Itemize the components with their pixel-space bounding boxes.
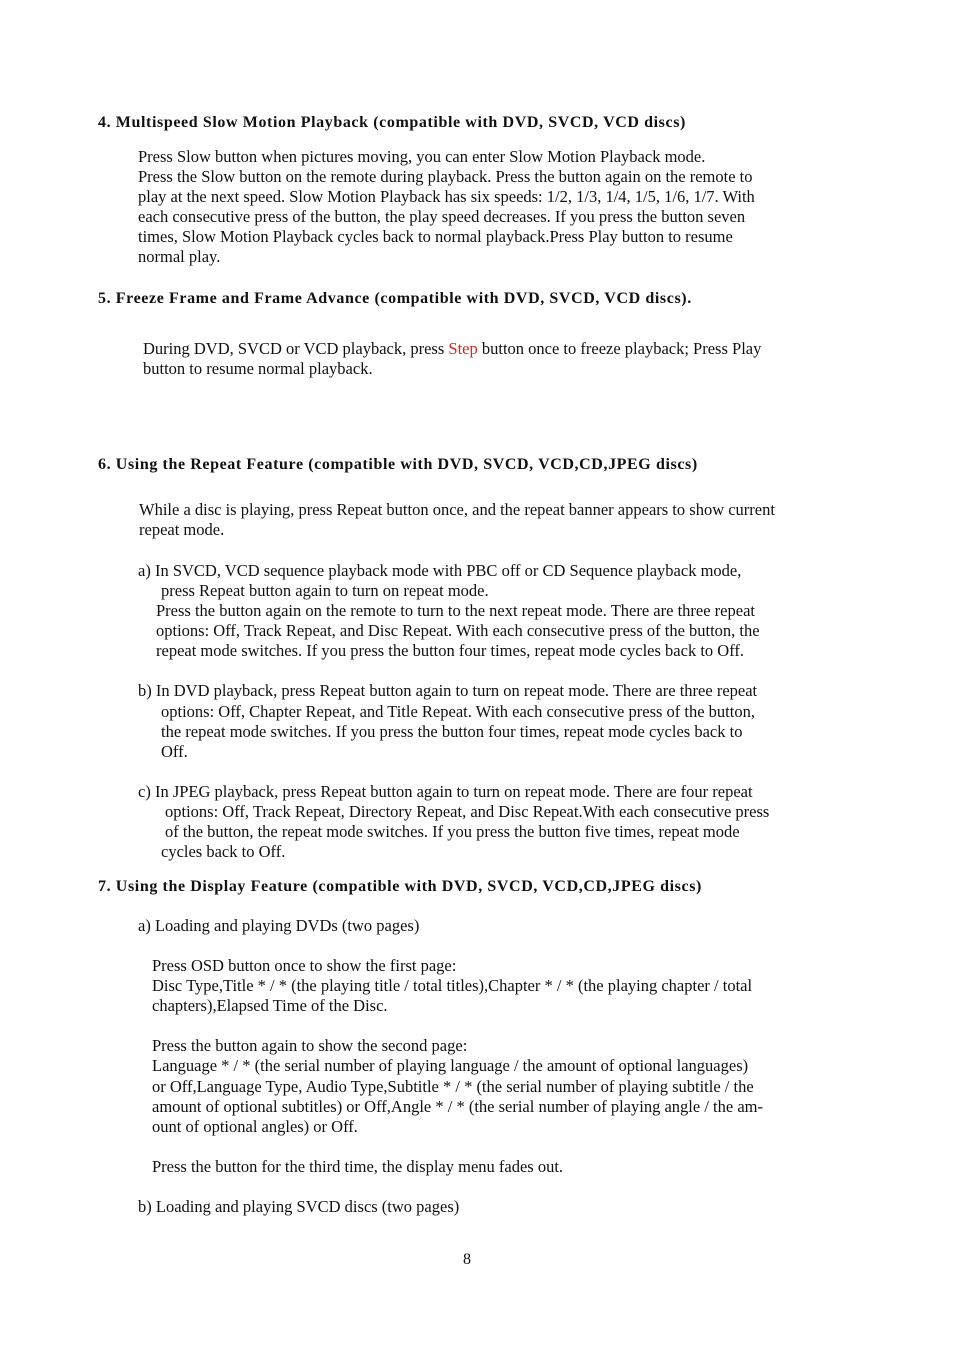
repeat-item-b-line: b) In DVD playback, press Repeat button again to turn on repeat mode. There are three repeat xyxy=(138,681,758,700)
display-page2-line: Language * / * (the serial number of playing language / the amount of optional languages) xyxy=(152,1056,749,1075)
repeat-item-a-line: options: Off, Track Repeat, and Disc Repeat. With each consecutive press of the button, the xyxy=(156,621,760,640)
display-page1-line: Press OSD button once to show the first page: xyxy=(152,956,457,975)
section-5-line: button to resume normal playback. xyxy=(143,359,373,378)
display-item-a-title: a) Loading and playing DVDs (two pages) xyxy=(138,916,420,935)
display-page1-line: Disc Type,Title * / * (the playing title / total titles),Chapter * / * (the playing chapter / total xyxy=(152,976,753,995)
section-6-intro: While a disc is playing, press Repeat button once, and the repeat banner appears to show current xyxy=(139,500,775,519)
section-4-line: Press the Slow button on the remote during playback. Press the button again on the remote to xyxy=(138,167,753,186)
section-4-line: times, Slow Motion Playback cycles back to normal playback.Press Play button to resume xyxy=(138,227,733,246)
section-4-line: each consecutive press of the button, the play speed decreases. If you press the button seven xyxy=(138,207,746,226)
section-5-text: During DVD, SVCD or VCD playback, press xyxy=(143,339,449,358)
section-6-intro: repeat mode. xyxy=(139,520,225,539)
section-5-text: button once to freeze playback; Press Play xyxy=(477,339,762,358)
section-4-heading: 4. Multispeed Slow Motion Playback (compatible with DVD, SVCD, VCD discs) xyxy=(98,114,686,131)
page-number: 8 xyxy=(463,1251,471,1268)
repeat-item-c-line: options: Off, Track Repeat, Directory Repeat, and Disc Repeat.With each consecutive press xyxy=(165,802,770,821)
section-5-line xyxy=(143,339,761,359)
repeat-item-b-line: the repeat mode switches. If you press the button four times, repeat mode cycles back to xyxy=(161,722,743,741)
section-4-line: Press Slow button when pictures moving, you can enter Slow Motion Playback mode. xyxy=(138,147,706,166)
repeat-item-c-line: of the button, the repeat mode switches. If you press the button five times, repeat mode xyxy=(165,822,740,841)
repeat-item-b-line: Off. xyxy=(161,742,188,761)
section-4-line: normal play. xyxy=(138,247,221,266)
display-page1-line: chapters),Elapsed Time of the Disc. xyxy=(152,996,388,1015)
section-5-heading: 5. Freeze Frame and Frame Advance (compatible with DVD, SVCD, VCD discs). xyxy=(98,290,692,307)
repeat-item-a-line: Press the button again on the remote to turn to the next repeat mode. There are three repeat xyxy=(156,601,755,620)
repeat-item-a-line: press Repeat button again to turn on repeat mode. xyxy=(161,581,489,600)
display-page2-line: or Off,Language Type, Audio Type,Subtitle * / * (the serial number of playing subtitle / the xyxy=(152,1077,754,1096)
repeat-item-a-line: a) In SVCD, VCD sequence playback mode with PBC off or CD Sequence playback mode, xyxy=(138,561,742,580)
display-page2-line: amount of optional subtitles) or Off,Angle * / * (the serial number of playing angle / the am- xyxy=(152,1097,763,1116)
repeat-item-c-line: cycles back to Off. xyxy=(161,842,286,861)
repeat-item-a-line: repeat mode switches. If you press the button four times, repeat mode cycles back to Off. xyxy=(156,641,745,660)
section-6-heading: 6. Using the Repeat Feature (compatible with DVD, SVCD, VCD,CD,JPEG discs) xyxy=(98,456,698,473)
section-4-line: play at the next speed. Slow Motion Playback has six speeds: 1/2, 1/3, 1/4, 1/5, 1/6, 1/7. With xyxy=(138,187,755,206)
display-page2-line: Press the button again to show the second page: xyxy=(152,1036,468,1055)
step-keyword: Step xyxy=(448,339,478,358)
display-fade-line: Press the button for the third time, the display menu fades out. xyxy=(152,1157,564,1176)
display-item-b-title: b) Loading and playing SVCD discs (two pages) xyxy=(138,1197,460,1216)
repeat-item-b-line: options: Off, Chapter Repeat, and Title Repeat. With each consecutive press of the button, xyxy=(161,702,755,721)
section-7-heading: 7. Using the Display Feature (compatible with DVD, SVCD, VCD,CD,JPEG discs) xyxy=(98,878,702,895)
display-page2-line: ount of optional angles) or Off. xyxy=(152,1117,358,1136)
repeat-item-c-line: c) In JPEG playback, press Repeat button again to turn on repeat mode. There are four repeat xyxy=(138,782,753,801)
